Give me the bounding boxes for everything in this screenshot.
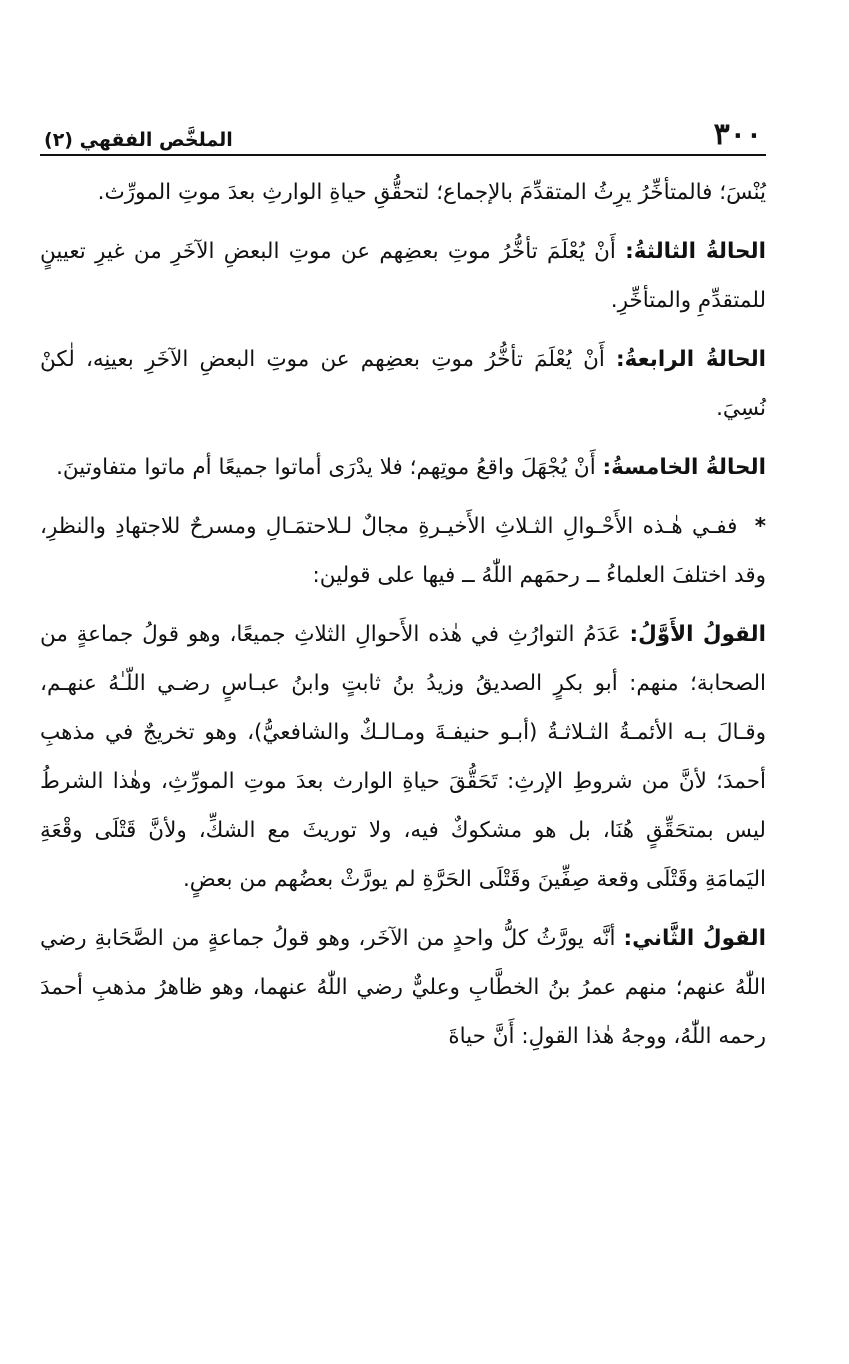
paragraph-text: ففـي هٰـذه الأَحْـوالِ الثـلاثِ الأَخيـرةِ مجالٌ لـلاحتمَـالِ ومسرحٌ للاجتهادِ والنظرِ، وقد اختلفَ العلماءُ ــ رحمَهم اللّٰهُ ــ فيها على قولين: xyxy=(40,514,766,588)
opinion-heading: القولُ الثَّاني: xyxy=(623,926,766,951)
paragraph-text: عَدَمُ التوارُثِ في هٰذه الأَحوالِ الثلاثِ جميعًا، وهو قولُ جماعةٍ من الصحابة؛ منهم: أبو بكرٍ الصديقُ وزيدُ بنُ ثابتٍ وابنُ عبـاسٍ رضـي اللّـٰهُ عنهـم، وقـالَ بـه الأئمـةُ الثـلاثـةُ (أبـو حنيفـةَ ومـالـكٌ والشافعيُّ)، وهو تخريجٌ في مذهبِ أحمدَ؛ لأنَّ من شروطِ الإرثِ: تَحَقُّقَ حياةِ الوارث بعدَ موتِ المورِّثِ، وهٰذا الشرطُ ليس بمتحَقِّقٍ هُنَا، بل هو مشكوكٌ فيه، ولا توريثَ مع الشكِّ، ولأنَّ قَتْلَى وقْعَةِ اليَمامَةِ وقَتْلَى وقعة صِفِّينَ وقَتْلَى الحَرَّةِ لم يورَّثْ بعضُهم من بعضٍ. xyxy=(40,622,766,892)
paragraph-text: أَنْ يُجْهَلَ واقعُ موتِهم؛ فلا يدْرَى أماتوا جميعًا أم ماتوا متفاوتينَ. xyxy=(56,455,596,480)
paragraph-case-five xyxy=(40,443,766,492)
paragraph-text: أَنْ يُعْلَمَ تأخُّرُ موتِ بعضِهم عن موتِ البعضِ الآخَرِ بعينِه، لٰكنْ نُسِيَ. xyxy=(40,347,766,421)
paragraph-second-opinion xyxy=(40,914,766,1061)
case-heading: الحالةُ الثالثةُ: xyxy=(625,239,766,264)
running-header xyxy=(40,108,766,156)
paragraph-first-opinion xyxy=(40,610,766,904)
paragraph-case-three xyxy=(40,227,766,325)
page-number: ٣٠٠ xyxy=(713,117,762,152)
book-title: الملخَّص الفقهي (٢) xyxy=(44,129,233,151)
body-text xyxy=(40,168,766,1061)
star-marker: * xyxy=(754,514,766,539)
paragraph-text: أنَّه يورَّثُ كلُّ واحدٍ من الآخَر، وهو قولُ جماعةٍ من الصَّحَابةِ رضي اللّٰهُ عنهم؛ منهم عمرُ بنُ الخطَّابِ وعليٌّ رضي اللّٰهُ عنهما، وهو ظاهرُ مذهبِ أحمدَ رحمه اللّٰهُ، ووجهُ هٰذا القولِ: أَنَّ حياةَ xyxy=(40,926,766,1049)
paragraph-starred-note xyxy=(40,502,766,600)
paragraph-text: يُنْسَ؛ فالمتأخِّرُ يرِثُ المتقدِّمَ بالإجماع؛ لتحقُّقِ حياةِ الوارثِ بعدَ موتِ المورِّث. xyxy=(97,180,766,205)
book-page xyxy=(40,108,766,1071)
opinion-heading: القولُ الأَوَّلُ: xyxy=(629,622,766,647)
case-heading: الحالةُ الخامسةُ: xyxy=(602,455,766,480)
paragraph-case-four xyxy=(40,335,766,433)
paragraph-text: أَنْ يُعْلَمَ تأخُّرُ موتِ بعضِهم عن موتِ البعضِ الآخَرِ من غيرِ تعيينٍ للمتقدِّمِ والمتأخِّرِ. xyxy=(40,239,766,313)
paragraph-continuation xyxy=(40,168,766,217)
case-heading: الحالةُ الرابعةُ: xyxy=(616,347,767,372)
